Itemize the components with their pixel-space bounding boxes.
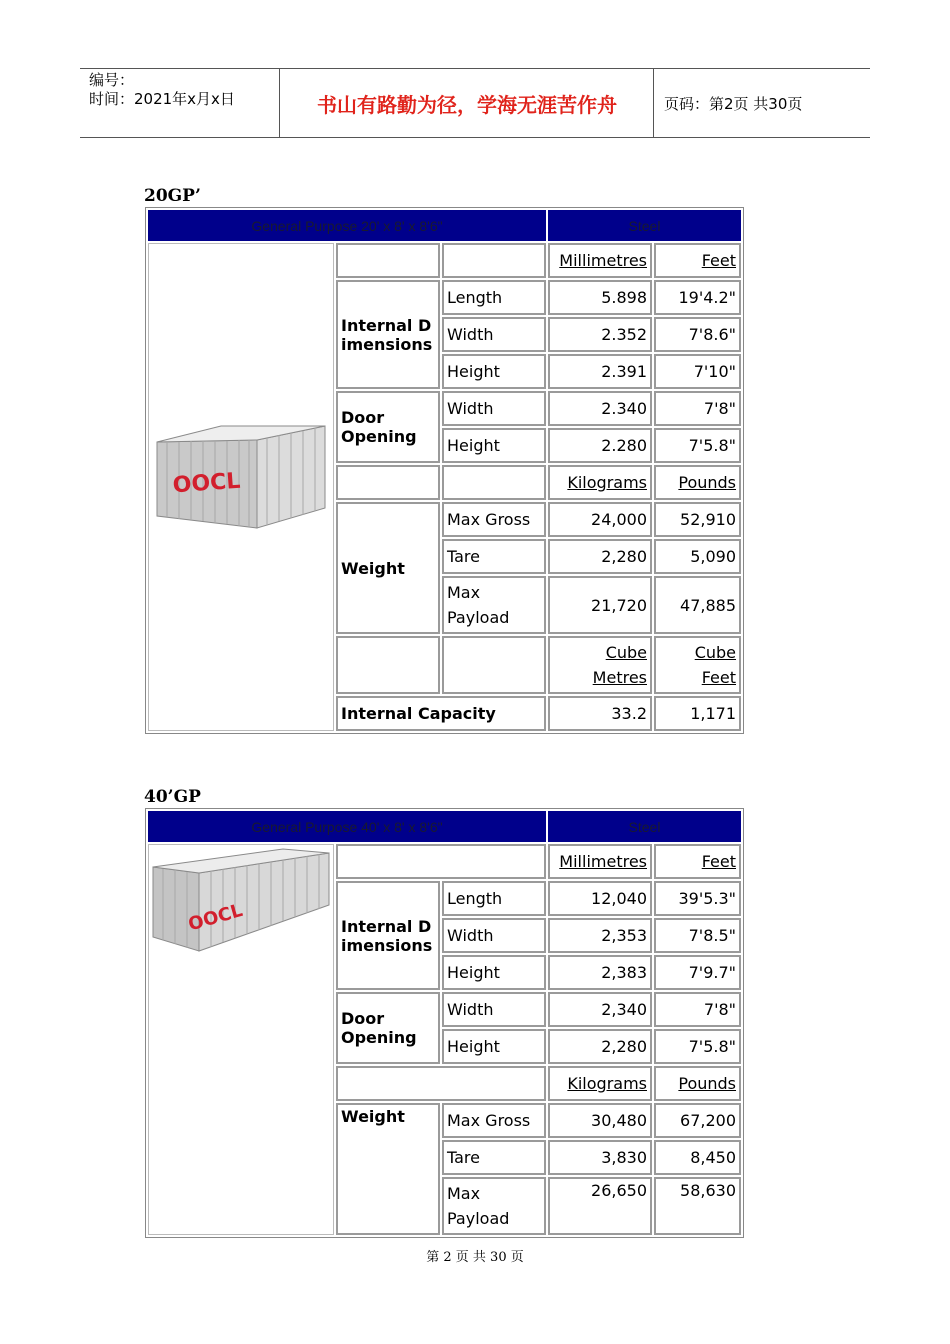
section-title-20gp: 20GP’ [144, 186, 201, 206]
weight-label: Weight [336, 1103, 440, 1235]
max-payload-kg: 21,720 [548, 576, 652, 634]
header-material: Steel [548, 811, 741, 842]
container-image-cell [148, 844, 334, 1235]
unit-feet: Feet [654, 243, 741, 278]
max-payload-label: Max Payload [442, 1177, 546, 1235]
length-mm: 12,040 [548, 881, 652, 916]
capacity-cbm: 33.2 [548, 696, 652, 731]
door-width-ft: 7'8" [654, 391, 741, 426]
internal-dimensions-label: Internal Dimensions [336, 881, 440, 990]
tare-lb: 8,450 [654, 1140, 741, 1175]
section-title-40gp: 40’GP [144, 787, 201, 807]
container-40ft-image [149, 845, 331, 955]
max-gross-label: Max Gross [442, 502, 546, 537]
weight-label: Weight [336, 502, 440, 634]
width-ft: 7'8.5" [654, 918, 741, 953]
height-ft: 7'9.7" [654, 955, 741, 990]
spec-table-40gp [145, 808, 744, 1238]
table-header-row [148, 210, 741, 241]
door-height-label: Height [442, 428, 546, 463]
header-motto: 书山有路勤为径，学海无涯苦作舟 [281, 69, 654, 137]
unit-pounds: Pounds [654, 465, 741, 500]
unit-feet: Feet [654, 844, 741, 879]
header-description: General Purpose 20' x 8' x 8'6" [148, 210, 546, 241]
header-description: General Purpose 40' x 8' x 8'6" [148, 811, 546, 842]
height-label: Height [442, 955, 546, 990]
capacity-cbft: 1,171 [654, 696, 741, 731]
tare-label: Tare [442, 1140, 546, 1175]
header-material: Steel [548, 210, 741, 241]
width-mm: 2.352 [548, 317, 652, 352]
container-20ft-image [149, 420, 329, 550]
max-payload-kg: 26,650 [548, 1177, 652, 1235]
door-width-ft: 7'8" [654, 992, 741, 1027]
spec-table-20gp [145, 207, 744, 734]
tare-label: Tare [442, 539, 546, 574]
length-mm: 5.898 [548, 280, 652, 315]
length-label: Length [442, 881, 546, 916]
door-width-mm: 2,340 [548, 992, 652, 1027]
width-ft: 7'8.6" [654, 317, 741, 352]
page-footer: 第 2 页 共 30 页 [426, 1250, 524, 1265]
max-gross-kg: 30,480 [548, 1103, 652, 1138]
internal-capacity-label: Internal Capacity [336, 696, 546, 731]
door-height-mm: 2.280 [548, 428, 652, 463]
door-height-ft: 7'5.8" [654, 428, 741, 463]
unit-kilograms: Kilograms [548, 465, 652, 500]
unit-millimetres: Millimetres [548, 243, 652, 278]
width-label: Width [442, 918, 546, 953]
door-width-label: Width [442, 992, 546, 1027]
document-header [80, 68, 870, 138]
internal-dimensions-label: Internal Dimensions [336, 280, 440, 389]
door-height-ft: 7'5.8" [654, 1029, 741, 1064]
max-payload-label: Max Payload [442, 576, 546, 634]
max-gross-lb: 52,910 [654, 502, 741, 537]
container-logo-text: OOCL [186, 899, 245, 936]
unit-millimetres: Millimetres [548, 844, 652, 879]
unit-cube-feet: Cube Feet [654, 636, 741, 694]
container-logo-text: OOCL [171, 468, 242, 499]
time-label: 时间：2021年x月x日 [89, 90, 235, 108]
door-opening-label: Door Opening [336, 391, 440, 463]
container-image-cell [148, 243, 334, 731]
max-gross-kg: 24,000 [548, 502, 652, 537]
unit-cube-metres: Cube Metres [548, 636, 652, 694]
max-gross-label: Max Gross [442, 1103, 546, 1138]
height-label: Height [442, 354, 546, 389]
header-meta [80, 69, 280, 137]
unit-pounds: Pounds [654, 1066, 741, 1101]
door-height-label: Height [442, 1029, 546, 1064]
max-payload-lb: 47,885 [654, 576, 741, 634]
tare-lb: 5,090 [654, 539, 741, 574]
width-mm: 2,353 [548, 918, 652, 953]
height-mm: 2.391 [548, 354, 652, 389]
door-opening-label: Door Opening [336, 992, 440, 1064]
door-height-mm: 2,280 [548, 1029, 652, 1064]
length-ft: 19'4.2" [654, 280, 741, 315]
door-width-label: Width [442, 391, 546, 426]
door-width-mm: 2.340 [548, 391, 652, 426]
unit-kilograms: Kilograms [548, 1066, 652, 1101]
table-header-row [148, 811, 741, 842]
height-mm: 2,383 [548, 955, 652, 990]
number-label: 编号： [89, 71, 135, 89]
tare-kg: 2,280 [548, 539, 652, 574]
max-payload-lb: 58,630 [654, 1177, 741, 1235]
height-ft: 7'10" [654, 354, 741, 389]
header-page-info: 页码：第2页 共30页 [664, 94, 803, 113]
width-label: Width [442, 317, 546, 352]
length-label: Length [442, 280, 546, 315]
max-gross-lb: 67,200 [654, 1103, 741, 1138]
tare-kg: 3,830 [548, 1140, 652, 1175]
length-ft: 39'5.3" [654, 881, 741, 916]
